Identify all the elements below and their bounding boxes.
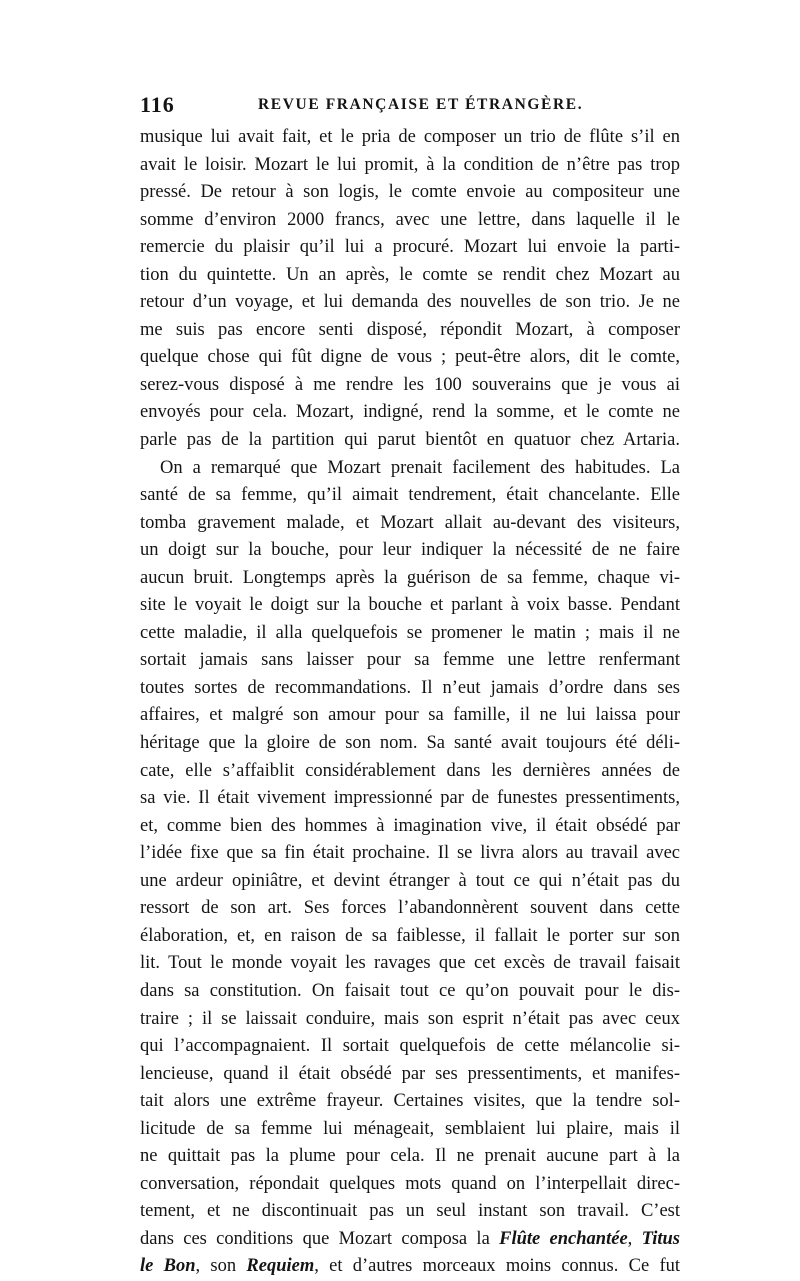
text-line: élaboration, et, en raison de sa faiblesse, il fallait le porter sur son bbox=[140, 925, 680, 946]
text-line: licitude de sa femme lui ménageait, semblaient lui plaire, mais il bbox=[140, 1118, 680, 1139]
text-line: cate, elle s’affaiblit considérablement dans les dernières années de bbox=[140, 760, 680, 781]
text-line: l’idée fixe que sa fin était prochaine. Il se livra alors au travail avec bbox=[140, 843, 680, 864]
text-line: lit. Tout le monde voyait les ravages que cet excès de travail faisait bbox=[140, 953, 680, 974]
running-head bbox=[140, 92, 680, 122]
text-line: quelque chose qui fût digne de vous ; peut-être alors, dit le comte, bbox=[140, 347, 680, 368]
text-line: cette maladie, il alla quelquefois se promener le matin ; mais il ne bbox=[140, 622, 680, 643]
text-line: traire ; il se laissait conduire, mais son esprit n’était pas avec ceux bbox=[140, 1008, 680, 1029]
text-line: sortait jamais sans laisser pour sa femme une lettre renfermant bbox=[140, 650, 680, 671]
text-line: conversation, répondait quelques mots quand on l’interpellait direc- bbox=[140, 1173, 680, 1194]
text-line: toutes sortes de recommandations. Il n’eut jamais d’ordre dans ses bbox=[140, 677, 680, 698]
page-number: 116 bbox=[140, 92, 175, 117]
text-line: retour d’un voyage, et lui demanda des nouvelles de son trio. Je ne bbox=[140, 292, 680, 313]
paragraph-start-line: On a remarqué que Mozart prenait facilement des habitudes. La bbox=[160, 457, 680, 478]
text-line: site le voyait le doigt sur la bouche et parlant à voix basse. Pendant bbox=[140, 595, 680, 616]
text-line: musique lui avait fait, et le pria de composer un trio de flûte s’il en bbox=[140, 127, 680, 147]
text-line: avait le loisir. Mozart le lui promit, à la condition de n’être pas trop bbox=[140, 154, 680, 175]
text-line: tion du quintette. Un an après, le comte se rendit chez Mozart au bbox=[140, 264, 680, 285]
text-line-with-titles bbox=[140, 1253, 680, 1281]
text-line: aucun bruit. Longtemps après la guérison de sa femme, chaque vi- bbox=[140, 567, 680, 588]
text-line: sa vie. Il était vivement impressionné par de funestes pressentiments, bbox=[140, 788, 680, 809]
text-line: un doigt sur la bouche, pour leur indiquer la nécessité de ne faire bbox=[140, 540, 680, 561]
text-line-with-titles bbox=[140, 1226, 680, 1254]
body-text bbox=[140, 124, 680, 1281]
text-line: ne quittait pas la plume pour cela. Il ne prenait aucune part à la bbox=[140, 1146, 680, 1167]
book-page bbox=[140, 92, 680, 1281]
work-title-flute: Flûte enchantée bbox=[499, 1228, 628, 1249]
text-line: lencieuse, quand il était obsédé par ses pressentiments, et manifes- bbox=[140, 1063, 680, 1084]
text-line: remercie du plaisir qu’il lui a procuré. Mozart lui envoie la parti- bbox=[140, 237, 680, 258]
text-line: et, comme bien des hommes à imagination vive, il était obsédé par bbox=[140, 815, 680, 836]
text-line: santé de sa femme, qu’il aimait tendrement, était chancelante. Elle bbox=[140, 485, 680, 506]
journal-title: REVUE FRANÇAISE ET ÉTRANGÈRE. bbox=[258, 96, 584, 113]
work-title-le-bon: le Bon bbox=[140, 1256, 196, 1277]
text-run: dans ces conditions que Mozart composa la bbox=[140, 1228, 500, 1249]
work-title-titus: Titus bbox=[641, 1228, 680, 1249]
work-title-requiem: Requiem bbox=[246, 1256, 315, 1277]
text-line: ressort de son art. Ses forces l’abandonnèrent souvent dans cette bbox=[140, 898, 680, 919]
text-line: serez-vous disposé à me rendre les 100 souverains que je vous ai bbox=[140, 374, 680, 395]
text-line: héritage que la gloire de son nom. Sa santé avait toujours été déli- bbox=[140, 733, 680, 754]
text-line: affaires, et malgré son amour pour sa famille, il ne lui laissa pour bbox=[140, 705, 680, 726]
text-line: parle pas de la partition qui parut bientôt en quatuor chez Artaria. bbox=[140, 430, 680, 451]
text-line: dans sa constitution. On faisait tout ce qu’on pouvait pour le dis- bbox=[140, 980, 680, 1001]
text-line: envoyés pour cela. Mozart, indigné, rend la somme, et le comte ne bbox=[140, 402, 680, 423]
text-line: tait alors une extrême frayeur. Certaines visites, que la tendre sol- bbox=[140, 1091, 680, 1112]
text-line: tomba gravement malade, et Mozart allait au-devant des visiteurs, bbox=[140, 512, 680, 533]
text-line: me suis pas encore senti disposé, répondit Mozart, à composer bbox=[140, 319, 680, 340]
text-line: une ardeur opiniâtre, et devint étranger à tout ce qui n’était pas du bbox=[140, 870, 680, 891]
text-line: somme d’environ 2000 francs, avec une lettre, dans laquelle il le bbox=[140, 209, 680, 230]
text-run: , bbox=[627, 1228, 642, 1249]
text-run: , et d’autres morceaux moins connus. Ce fut bbox=[314, 1256, 681, 1277]
text-line: pressé. De retour à son logis, le comte envoie au compositeur une bbox=[140, 182, 680, 203]
text-line: qui l’accompagnaient. Il sortait quelquefois de cette mélancolie si- bbox=[140, 1036, 680, 1057]
text-run: , son bbox=[195, 1256, 247, 1277]
text-line: tement, et ne discontinuait pas un seul instant son travail. C’est bbox=[140, 1201, 680, 1222]
